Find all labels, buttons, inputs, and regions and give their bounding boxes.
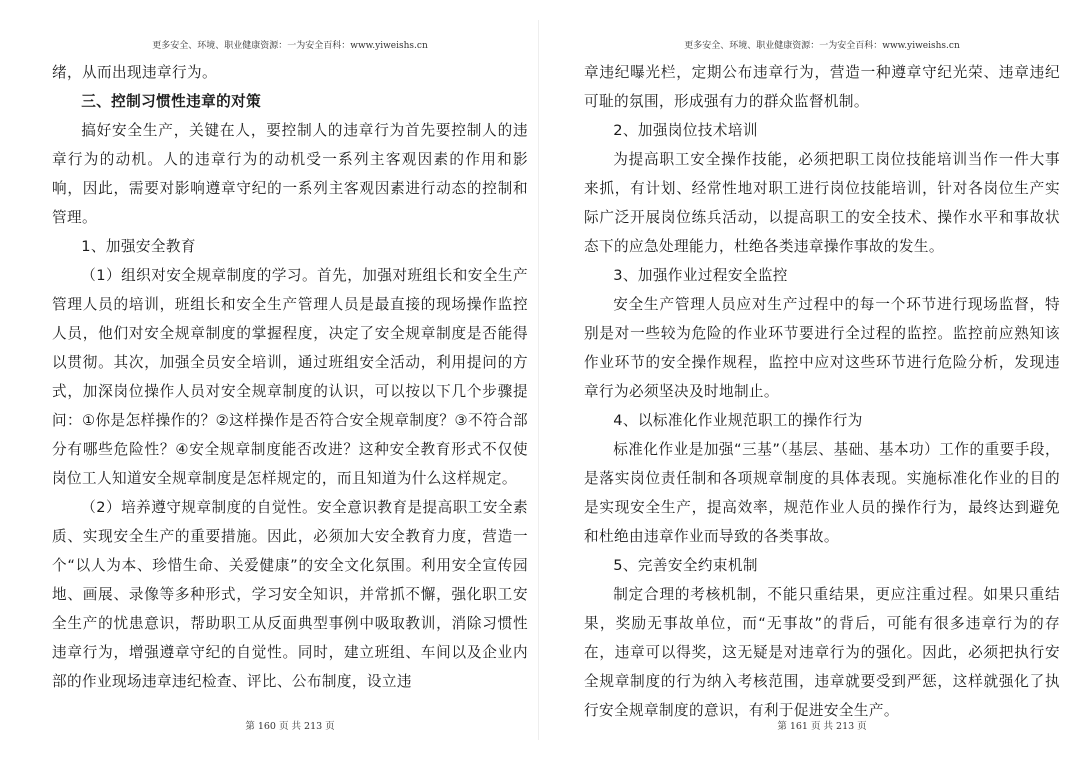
paragraph: 标准化作业是加强“三基”（基层、基础、基本功）工作的重要手段，是落实岗位责任制和各项规章制度的具体表现。实施标准化作业的目的是实现安全生产，提高效率，规范作业人员的操作行为，最终达到避免和杜绝由违章作业而导致的各类事故。 (584, 441, 1060, 545)
page-header: 更多安全、环境、职业健康资源：一为安全百科：www.yiweishs.cn (684, 41, 960, 51)
paragraph: 搞好安全生产，关键在人，要控制人的违章行为首先要控制人的违章行为的动机。人的违章行为的动机受一系列主客观因素的作用和影响，因此，需要对影响遵章守纪的一系列主客观因素进行动态的控制和管理。 (52, 122, 528, 226)
paragraph: 制定合理的考核机制，不能只重结果，更应注重过程。如果只重结果，奖励无事故单位，而“无事故”的背后，可能有很多违章行为的存在，违章可以得奖，这无疑是对违章行为的强化。因此，必须把执行安全规章制度的行为纳入考核范围，违章就要受到严惩，这样就强化了执行安全规章制度的意识，有利于促进安全生产。 (584, 586, 1060, 719)
left-page (40, 0, 540, 763)
page-body (52, 58, 528, 696)
paragraph: 章违纪曝光栏，定期公布违章行为，营造一种遵章守纪光荣、违章违纪可耻的氛围，形成强有力的群众监督机制。 (584, 64, 1060, 110)
subsection-heading: 3、加强作业过程安全监控 (613, 267, 788, 284)
paragraph: 安全生产管理人员应对生产过程中的每一个环节进行现场监督，特别是对一些较为危险的作业环节要进行全过程的监控。监控前应熟知该作业环节的安全操作规程，监控中应对这些环节进行危险分析，发现违章行为必须坚决及时地制止。 (584, 296, 1060, 400)
subsection-heading: 1、加强安全教育 (81, 238, 196, 255)
right-page (572, 0, 1072, 763)
page-header: 更多安全、环境、职业健康资源：一为安全百科：www.yiweishs.cn (152, 41, 428, 51)
page-body (584, 58, 1060, 725)
page-number: 第 161 页 共 213 页 (777, 721, 867, 732)
subsection-heading: 5、完善安全约束机制 (613, 557, 758, 574)
paragraph: （1）组织对安全规章制度的学习。首先，加强对班组长和安全生产管理人员的培训，班组长和安全生产管理人员是最直接的现场操作监控人员，他们对安全规章制度的掌握程度，决定了安全规章制度是否能得以贯彻。其次，加强全员安全培训，通过班组安全活动，利用提问的方式，加深岗位操作人员对安全规章制度的认识，可以按以下几个步骤提问：①你是怎样操作的？②这样操作是否符合安全规章制度？③不符合部分有哪些危险性？④安全规章制度能否改进？这种安全教育形式不仅使岗位工人知道安全规章制度是怎样规定的，而且知道为什么这样规定。 (52, 267, 528, 487)
page-gutter (538, 20, 539, 740)
section-heading: 三、控制习惯性违章的对策 (81, 93, 262, 110)
paragraph: 为提高职工安全操作技能，必须把职工岗位技能培训当作一件大事来抓，有计划、经常性地对职工进行岗位技能培训，针对各岗位生产实际广泛开展岗位练兵活动，以提高职工的安全技术、操作水平和事故状态下的应急处理能力，杜绝各类违章操作事故的发生。 (584, 151, 1060, 255)
subsection-heading: 4、以标准化作业规范职工的操作行为 (613, 412, 863, 429)
subsection-heading: 2、加强岗位技术培训 (613, 122, 758, 139)
paragraph: （2）培养遵守规章制度的自觉性。安全意识教育是提高职工安全素质、实现安全生产的重要措施。因此，必须加大安全教育力度，营造一个“以人为本、珍惜生命、关爱健康”的安全文化氛围。利用安全宣传园地、画展、录像等多种形式，学习安全知识，并常抓不懈，强化职工安全生产的忧患意识，帮助职工从反面典型事例中吸取教训，消除习惯性违章行为，增强遵章守纪的自觉性。同时，建立班组、车间以及企业内部的作业现场违章违纪检查、评比、公布制度，设立违 (52, 499, 528, 690)
paragraph: 绪，从而出现违章行为。 (52, 64, 217, 81)
page-number: 第 160 页 共 213 页 (245, 721, 335, 732)
